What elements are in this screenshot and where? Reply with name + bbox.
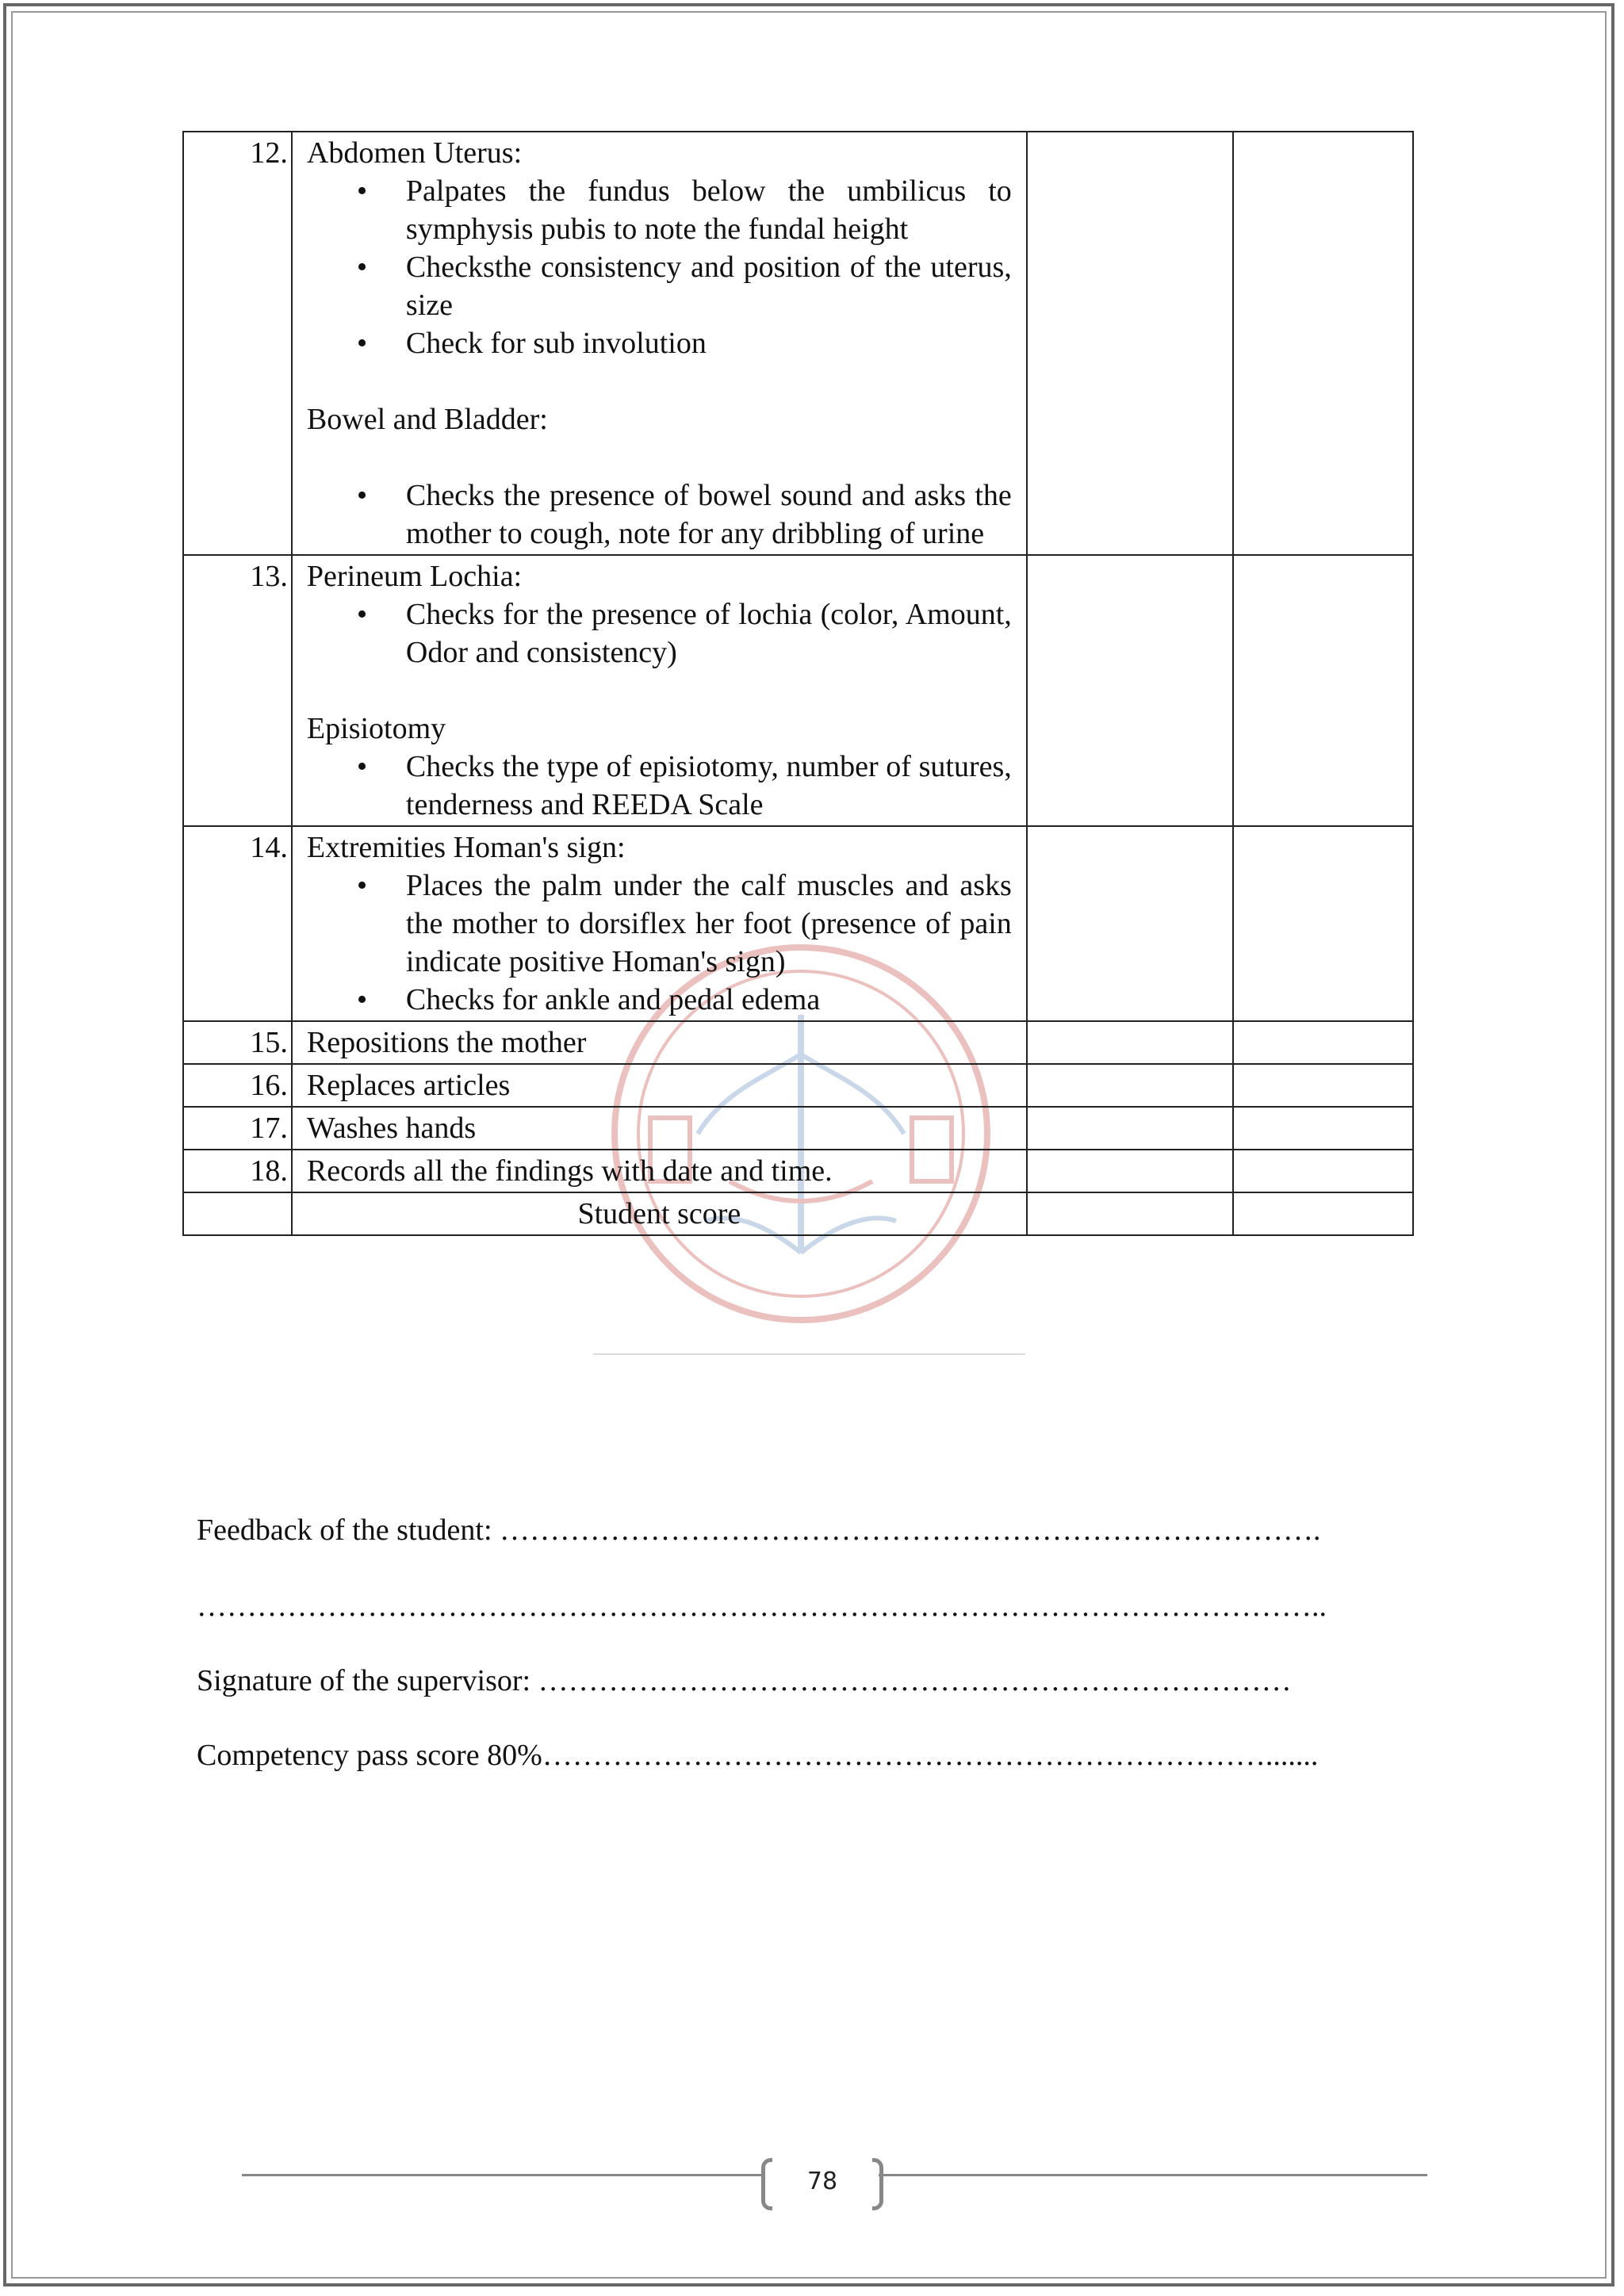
feedback-continuation-line: …………………………………………………………………………………………………..: [197, 1590, 1327, 1623]
supervisor-signature-line: Signature of the supervisor: …………………………………………………………………: [197, 1664, 1292, 1697]
student-score-label: Student score: [292, 1192, 1027, 1235]
row-number: 12.: [183, 132, 292, 555]
feedback-line: Feedback of the student: ……………………………………………………………………….: [197, 1513, 1321, 1547]
row-subheading: Bowel and Bladder:: [306, 403, 548, 436]
list-item: • Checks for ankle and pedal edema: [406, 981, 1012, 1019]
table-row: [183, 555, 1413, 826]
checklist-table: [182, 131, 1414, 1236]
row-number: 13.: [183, 555, 292, 826]
bullet-list: [307, 867, 1012, 1019]
pass-score-line: Competency pass score 80%……………………………………………………………….......: [197, 1739, 1319, 1772]
remarks-cell: [1233, 132, 1413, 555]
remarks-cell: [1233, 1021, 1413, 1064]
footer-rule-left: [242, 2174, 765, 2176]
table-row: [183, 132, 1413, 555]
row-description: [292, 555, 1027, 826]
row-heading: Perineum Lochia:: [306, 560, 523, 593]
remarks-cell: [1233, 1107, 1413, 1150]
list-item: • Check for sub involution: [406, 324, 1012, 362]
table-row: [183, 1107, 1413, 1150]
remarks-cell: [1233, 826, 1413, 1021]
list-item: • Checksthe consistency and position of the uterus, size: [406, 248, 1012, 324]
score-cell: [1027, 132, 1233, 555]
row-description: Records all the findings with date and time.: [292, 1150, 1027, 1192]
score-cell: [1027, 1021, 1233, 1064]
remarks-cell: [1233, 1192, 1413, 1235]
remarks-cell: [1233, 555, 1413, 826]
bullet-list: [307, 172, 1012, 362]
row-description: [292, 826, 1027, 1021]
bullet-list: [307, 476, 1012, 553]
row-heading: Extremities Homan's sign:: [306, 831, 626, 864]
score-cell: [1027, 1064, 1233, 1107]
footer-rule-right: [879, 2174, 1427, 2176]
remarks-cell: [1233, 1150, 1413, 1192]
score-cell: [1027, 555, 1233, 826]
divider: [593, 1353, 1025, 1355]
row-description: Repositions the mother: [292, 1021, 1027, 1064]
list-item: • Checks for the presence of lochia (color, Amount, Odor and consistency): [406, 595, 1012, 672]
score-cell: [1027, 826, 1233, 1021]
score-cell: [1027, 1150, 1233, 1192]
bullet-list: [307, 748, 1012, 824]
row-heading: Abdomen Uterus:: [306, 136, 523, 170]
row-number: 16.: [183, 1064, 292, 1107]
page-number: 78: [806, 2168, 838, 2195]
row-description: [292, 132, 1027, 555]
score-cell: [1027, 1107, 1233, 1150]
table-row: [183, 1064, 1413, 1107]
list-item: • Checks the presence of bowel sound and asks the mother to cough, note for any dribbling of urine: [406, 476, 1012, 553]
table-row: [183, 1150, 1413, 1192]
row-subheading: Episiotomy: [306, 712, 446, 745]
list-item: • Palpates the fundus below the umbilicus to symphysis pubis to note the fundal height: [406, 172, 1012, 248]
list-item: • Checks the type of episiotomy, number of sutures, tenderness and REEDA Scale: [406, 748, 1012, 824]
row-description: Washes hands: [292, 1107, 1027, 1150]
row-number: 17.: [183, 1107, 292, 1150]
row-number: 14.: [183, 826, 292, 1021]
row-description: Replaces articles: [292, 1064, 1027, 1107]
row-number: 18.: [183, 1150, 292, 1192]
table-row: [183, 826, 1413, 1021]
row-number: [183, 1192, 292, 1235]
page-number-box: [761, 2158, 883, 2214]
table-row: [183, 1021, 1413, 1064]
remarks-cell: [1233, 1064, 1413, 1107]
list-item: • Places the palm under the calf muscles and asks the mother to dorsiflex her foot (presence of pain indicate positive Homan's sign): [406, 867, 1012, 981]
bullet-list: [307, 595, 1012, 672]
student-score-row: [183, 1192, 1413, 1235]
score-cell: [1027, 1192, 1233, 1235]
row-number: 15.: [183, 1021, 292, 1064]
